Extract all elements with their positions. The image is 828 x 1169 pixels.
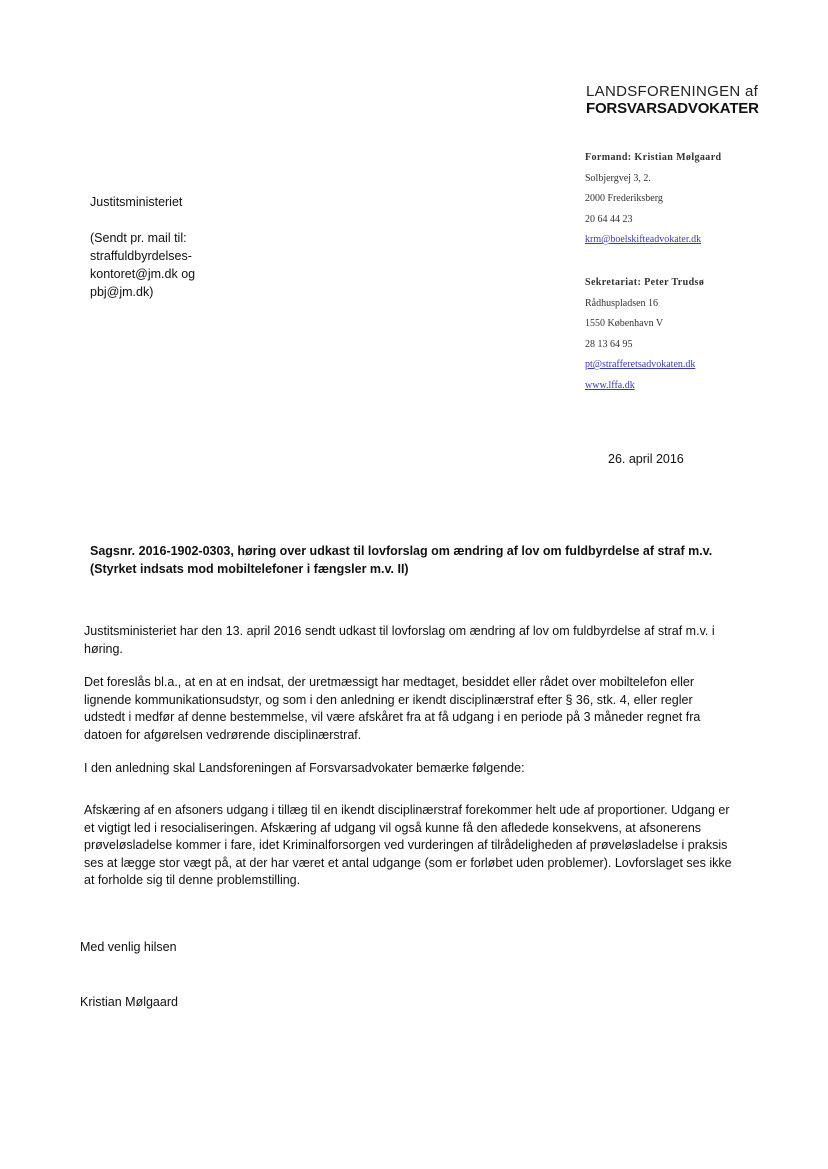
logo-line-1: LANDSFORENINGEN af — [586, 83, 759, 100]
organization-logo — [586, 83, 786, 117]
body-paragraph-1: Justitsministeriet har den 13. april 2016 sendt udkast til lovforslag om ændring af lov om fuldbyrdelse af straf m.v. i høring. — [84, 624, 715, 656]
logo-line-2: FORSVARSADVOKATER — [586, 100, 759, 117]
recipient-line-3: kontoret@jm.dk og — [90, 267, 196, 281]
recipient-line-2: straffuldbyrdelses- — [90, 249, 192, 263]
website-link[interactable]: www.lffa.dk — [585, 379, 635, 391]
subject-heading — [90, 542, 780, 578]
signature-name: Kristian Mølgaard — [80, 995, 178, 1009]
closing-phrase: Med venlig hilsen — [80, 940, 177, 954]
chairman-phone: 20 64 44 23 — [585, 213, 633, 225]
secretariat-address-1: Rådhuspladsen 16 — [585, 297, 659, 309]
body-paragraph-2: Det foreslås bl.a., at en at en indsat, der uretmæssigt har medtaget, besiddet eller rådet over mobiltelefon eller lignende kommunikationsudstyr, og som i den anledning er ikendt disciplinærstraf efter § 36, stk. 4, eller regler udstedt i medfør af denne bestemmelse, vil være afskåret fra at få udgang i en periode på 3 måneder regnet fra datoen for afgørelsen vedrørende disciplinærstraf. — [84, 675, 701, 742]
chairman-contact-block — [585, 148, 722, 251]
recipient-line-1: (Sendt pr. mail til: — [90, 231, 187, 245]
secretariat-address-2: 1550 København V — [585, 318, 664, 329]
chairman-address-1: Solbjergvej 3, 2. — [585, 172, 651, 184]
secretariat-phone: 28 13 64 95 — [585, 338, 633, 350]
recipient-block — [90, 193, 195, 301]
recipient-line-4: pbj@jm.dk) — [90, 285, 154, 299]
subject-line-2: (Styrket indsats mod mobiltelefoner i fængsler m.v. II) — [90, 562, 409, 576]
chairman-email-link[interactable]: krm@boelskifteadvokater.dk — [585, 234, 702, 245]
chairman-address-2: 2000 Frederiksberg — [585, 193, 663, 204]
secretariat-contact-block — [585, 273, 704, 396]
body-paragraph-4: Afskæring af en afsoners udgang i tillæg til en ikendt disciplinærstraf forekommer helt ude af proportioner. Udgang er et vigtigt led i resocialiseringen. Afskæring af udgang vil også kunne få den afledede konsekvens, at afsonerens prøveløsladelse kommer i fare, idet Kriminalforsorgen ved vurderingen af tilrådeligheden af prøveløsladelse i praksis ses at lægge stor vægt på, at der har været et antal udgange (som er forløbet uden problemer). Lovforslaget ses ikke at forholde sig til denne problemstilling. — [84, 803, 732, 887]
recipient-name: Justitsministeriet — [90, 195, 183, 209]
body-paragraph-3: I den anledning skal Landsforeningen af Forsvarsadvokater bemærke følgende: — [84, 761, 525, 775]
secretariat-email-link[interactable]: pt@strafferetsadvokaten.dk — [585, 359, 696, 370]
letter-date: 26. april 2016 — [608, 452, 684, 466]
subject-line-1: Sagsnr. 2016-1902-0303, høring over udkast til lovforslag om ændring af lov om fuldbyrdelse af straf m.v. — [90, 544, 713, 558]
chairman-heading: Formand: Kristian Mølgaard — [585, 152, 722, 163]
secretariat-heading: Sekretariat: Peter Trudsø — [585, 277, 705, 288]
